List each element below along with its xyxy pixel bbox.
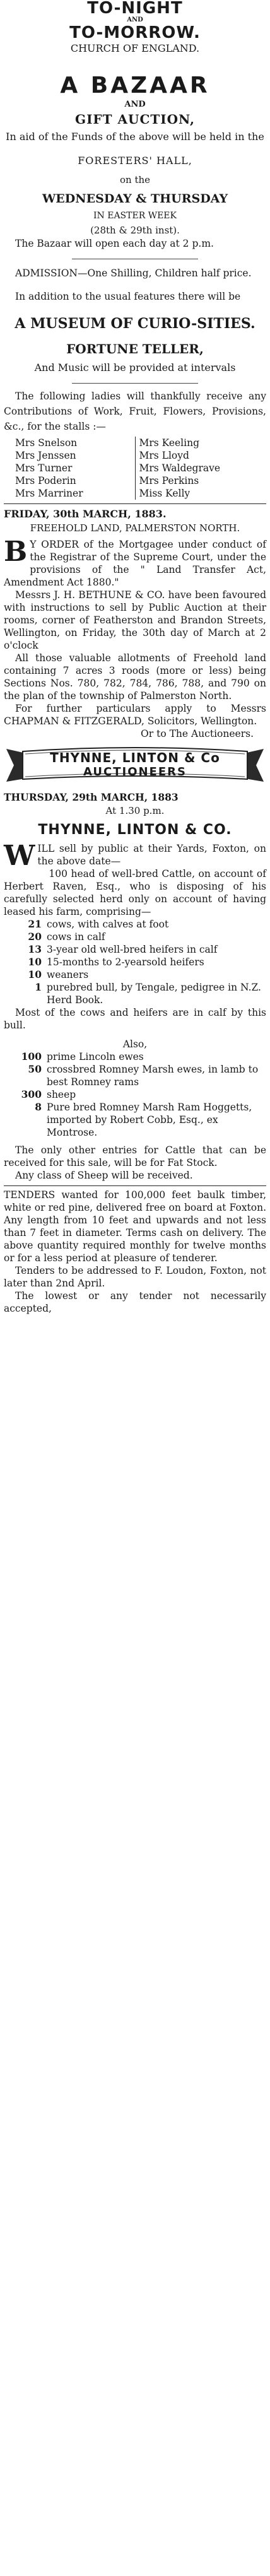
freehold-p3: All those valuable allotments of Freehold land containing 7 acres 3 roods (more or less) being Sections Nos. 780, 782, 784, 786, 788, and 790 on the plan of the township of Palmerston North. — [4, 652, 266, 702]
list-item: 100 prime Lincoln ewes — [21, 1050, 144, 1062]
thynne-heading: THYNNE, LINTON & CO. — [38, 822, 232, 838]
thynne-time: At 1.30 p.m. — [105, 805, 165, 816]
auctioneer-banner — [4, 745, 266, 785]
music-text: And Music will be provided at intervals — [34, 362, 236, 373]
list-item: 8 Pure bred Romney Marsh Ram Hoggetts, imported by Robert Cobb, Esq., ex Montrose. — [35, 1101, 252, 1138]
tenders-p2: Tenders to be addressed to F. Loudon, Foxton, not later than 2nd April. — [4, 1265, 266, 1289]
days-heading: WEDNESDAY & THURSDAY — [42, 192, 228, 206]
freehold-advert — [4, 504, 266, 740]
lady-name: Mrs Marriner — [15, 488, 83, 499]
freehold-p4: For further particulars apply to Messrs CHAPMAN & FITZGERALD, Solicitors, Wellington. — [4, 703, 266, 727]
list-item: 50 crossbred Romney Marsh ewes, in lamb to best Romney rams — [28, 1063, 259, 1088]
cattle-list — [4, 918, 266, 1006]
bazaar-title: A BAZAAR — [60, 73, 210, 98]
ladies-right-list — [135, 437, 266, 500]
aid-text: In aid of the Funds of the above will be held in the — [6, 131, 264, 143]
freehold-p2: Messrs J. H. BETHUNE & CO. have been favoured with instructions to sell by Public Auction at their rooms, corner of Featherston and Brandon Streets, Wellington, on Friday, the 30th day of March at 2 o'clock — [4, 589, 266, 651]
banner-text: THYNNE, LINTON & Co — [50, 750, 220, 765]
list-item: 10 15-months to 2-yearsold heifers — [28, 956, 204, 968]
easter-week-text: IN EASTER WEEK — [93, 211, 177, 221]
addition-text: In addition to the usual features there will be — [15, 291, 241, 302]
lady-name: Mrs Perkins — [139, 475, 199, 486]
ladies-table — [4, 437, 266, 500]
banner-subtext: AUCTIONEERS — [83, 765, 187, 779]
tomorrow-heading: TO-MORROW. — [69, 23, 201, 42]
lady-name: Mrs Keeling — [139, 437, 199, 449]
lady-name: Mrs Lloyd — [139, 450, 189, 461]
thynne-only: The only other entries for Cattle that can be received for this sale, will be for Fat Stock. — [4, 1144, 266, 1168]
admission-text: ADMISSION—One Shilling, Children half price. — [15, 268, 252, 279]
open-text: The Bazaar will open each day at 2 p.m. — [15, 238, 214, 249]
ladies-intro-text: The following ladies will thankfully receive any Contributions of Work, Fruit, Flowers, Provisions, &c., for the stalls :— — [4, 391, 266, 432]
and-label-2: AND — [124, 100, 146, 109]
tenders-p1: TENDERS wanted for 100,000 feet baulk timber, white or red pine, delivered free on board at Foxton. Any length from 10 feet and upwards and not less than 7 feet in diameter. Terms cash on delivery. The above quantity required monthly for twelve months or for a less period at pleasure of tenderer. — [4, 1189, 266, 1264]
tenders-advert — [4, 1189, 266, 1315]
also-label: Also, — [122, 1038, 148, 1050]
fortune-heading: FORTUNE TELLER, — [66, 341, 204, 356]
thynne-any: Any class of Sheep will be received. — [15, 1170, 193, 1181]
list-item: 1 purebred bull, by Tengale, pedigree in N.Z. Herd Book. — [35, 981, 261, 1006]
tenders-p3: The lowest or any tender not necessarily accepted, — [4, 1290, 266, 1314]
gift-auction-heading: GIFT AUCTION, — [75, 112, 195, 127]
lady-name: Miss Kelly — [139, 488, 191, 499]
list-item: 10 weaners — [28, 968, 89, 980]
thynne-intro — [4, 840, 266, 872]
drop-cap-b: B — [4, 536, 28, 568]
list-item: 20 cows in calf — [28, 931, 105, 943]
thynne-intro-text: ILL sell by public at their Yards, Foxton, on the above date— — [37, 843, 266, 867]
hall-heading: FORESTERS' HALL, — [78, 155, 192, 167]
lady-name: Mrs Jenssen — [15, 450, 76, 461]
sheep-list — [4, 1050, 266, 1139]
freehold-p1-text: Y ORDER of the Mortgagee under conduct of the Registrar of the Supreme Court, under the provisions of the " Land Transfer Act, Amendment Act 1880." — [4, 539, 266, 588]
tonight-heading: TO-NIGHT — [87, 0, 183, 18]
newspaper-column — [4, 0, 266, 1315]
church-heading: CHURCH OF ENGLAND. — [70, 42, 200, 54]
list-item: 300 sheep — [21, 1088, 76, 1100]
thynne-date: THURSDAY, 29th MARCH, 1883 — [4, 791, 179, 803]
ladies-left-list — [4, 437, 135, 500]
freehold-p5: Or to The Auctioneers. — [141, 728, 254, 739]
drop-cap-w: W — [4, 840, 35, 872]
freehold-heading: FREEHOLD LAND, PALMERSTON NORTH. — [30, 522, 240, 534]
list-item: 21 cows, with calves at foot — [28, 918, 169, 930]
list-item: 13 3-year old well-bred heifers in calf — [28, 943, 218, 955]
lady-name: Mrs Waldegrave — [139, 462, 221, 474]
thynne-cattle: 100 head of well-bred Cattle, on account of Herbert Raven, Esq., who is disposing of his carefully selected herd only on account of having leased his farm, comprising— — [4, 868, 266, 917]
lady-name: Mrs Turner — [15, 462, 73, 474]
freehold-date: FRIDAY, 30th MARCH, 1883. — [4, 508, 167, 520]
and-label: AND — [127, 16, 143, 23]
freehold-p1 — [4, 538, 266, 589]
thynne-advert — [4, 791, 266, 1182]
lady-name: Mrs Snelson — [15, 437, 78, 449]
museum-heading: A MUSEUM OF CURIO-SITIES. — [15, 315, 255, 332]
lady-name: Mrs Poderin — [15, 475, 76, 486]
thynne-most: Most of the cows and heifers are in calf by this bull. — [4, 1007, 266, 1031]
dates-text: (28th & 29th inst). — [90, 225, 180, 236]
bazaar-advert — [4, 0, 266, 500]
on-the-text: on the — [119, 174, 151, 185]
